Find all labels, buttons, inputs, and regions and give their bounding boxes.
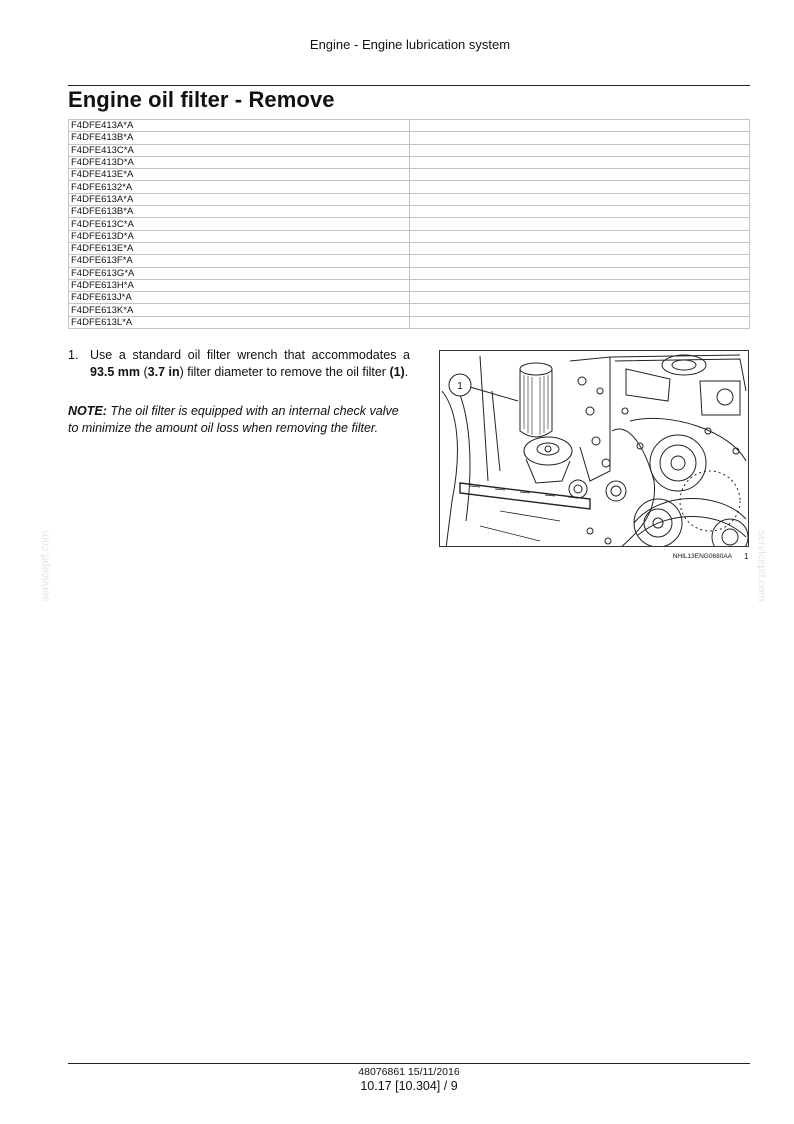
table-row [69, 169, 750, 181]
table-row [69, 279, 750, 291]
empty-cell [410, 206, 750, 218]
model-code-cell: F4DFE613G*A [69, 267, 410, 279]
model-code-cell: F4DFE613D*A [69, 230, 410, 242]
empty-cell [410, 144, 750, 156]
empty-cell [410, 193, 750, 205]
figure-number: 1 [744, 552, 749, 561]
step-text-a: Use a standard oil filter wrench that accommodates a [90, 348, 410, 362]
imperial-value: 3.7 in [147, 364, 180, 379]
footer-page-ref: 10.17 [10.304] / 9 [360, 1079, 458, 1093]
note-label: NOTE: [68, 404, 107, 418]
model-code-cell: F4DFE413E*A [69, 169, 410, 181]
empty-cell [410, 156, 750, 168]
figure-caption-code: NHIL13ENG0680AA [672, 553, 732, 560]
model-code-cell: F4DFE613F*A [69, 255, 410, 267]
empty-cell [410, 304, 750, 316]
model-code-cell: F4DFE613H*A [69, 279, 410, 291]
table-row [69, 242, 750, 254]
page-title: Engine oil filter - Remove [68, 87, 335, 112]
empty-cell [410, 230, 750, 242]
empty-cell [410, 242, 750, 254]
table-row [69, 181, 750, 193]
header-rule [68, 85, 750, 86]
model-code-cell: F4DFE413C*A [69, 144, 410, 156]
model-code-cell: F4DFE613K*A [69, 304, 410, 316]
step-text [90, 347, 410, 380]
empty-cell [410, 169, 750, 181]
footer-document-ref: 48076861 15/11/2016 [358, 1066, 460, 1078]
empty-cell [410, 120, 750, 132]
model-code-cell: F4DFE613L*A [69, 316, 410, 328]
note-text: The oil filter is equipped with an internal check valve to minimize the amount oil loss when removing the filter. [68, 404, 399, 435]
empty-cell [410, 292, 750, 304]
model-code-cell: F4DFE613J*A [69, 292, 410, 304]
table-row [69, 132, 750, 144]
step-number: 1. [68, 348, 79, 362]
note [68, 403, 410, 436]
empty-cell [410, 255, 750, 267]
watermark-left: serviceptf.com [39, 530, 52, 602]
model-code-cell: F4DFE613E*A [69, 242, 410, 254]
model-code-cell: F4DFE613A*A [69, 193, 410, 205]
table-row [69, 316, 750, 328]
model-code-cell: F4DFE413A*A [69, 120, 410, 132]
footer-rule [68, 1063, 750, 1064]
table-row [69, 304, 750, 316]
step-text-c: ) filter diameter to remove the oil filter [179, 364, 390, 379]
metric-value: 93.5 mm [90, 364, 141, 379]
running-header: Engine - Engine lubrication system [309, 37, 511, 52]
engine-illustration [439, 350, 749, 547]
empty-cell [410, 316, 750, 328]
table-row [69, 255, 750, 267]
empty-cell [410, 132, 750, 144]
empty-cell [410, 267, 750, 279]
empty-cell [410, 181, 750, 193]
table-row [69, 120, 750, 132]
engine-line-drawing [440, 351, 749, 547]
table-row [69, 156, 750, 168]
table-row [69, 230, 750, 242]
table-row [69, 144, 750, 156]
callout-reference: (1) [389, 364, 405, 379]
model-code-cell: F4DFE413D*A [69, 156, 410, 168]
model-code-cell: F4DFE6132*A [69, 181, 410, 193]
watermark-right: serviceptf.com [755, 530, 768, 602]
callout-number: 1 [457, 381, 463, 392]
step-text-b: ( [140, 364, 148, 379]
step-1 [68, 347, 410, 380]
model-code-cell: F4DFE613C*A [69, 218, 410, 230]
step-text-d: . [404, 364, 409, 379]
empty-cell [410, 279, 750, 291]
table-row [69, 292, 750, 304]
table-row [69, 193, 750, 205]
model-code-cell: F4DFE613B*A [69, 206, 410, 218]
table-row [69, 206, 750, 218]
model-code-cell: F4DFE413B*A [69, 132, 410, 144]
empty-cell [410, 218, 750, 230]
table-row [69, 267, 750, 279]
table-row [69, 218, 750, 230]
model-table [68, 119, 750, 329]
